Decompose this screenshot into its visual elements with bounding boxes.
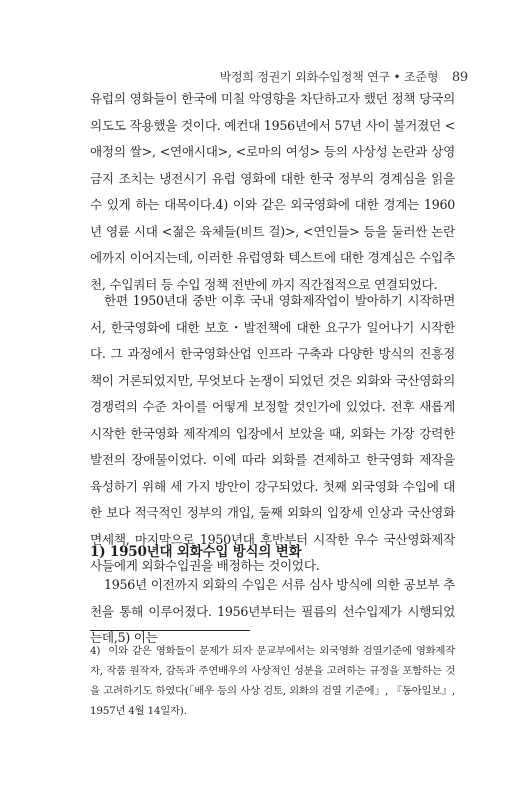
- paragraph-1-block: [90, 86, 455, 298]
- paragraph-2: 한편 1950년대 중반 이후 국내 영화제작업이 발아하기 시작하면서, 한국영화에 대한 보호・발전책에 대한 요구가 일어나기 시작한다. 그 과정에서 한국영화산업 인프라 구축과 다양한 방식의 진흥정책이 거론되었지만, 무엇보다 논쟁이 되었던 것은 외화와 국산영화의 경쟁력의 수준 차이를 어떻게 보정할 것인가에 있었다. 전후 새롭게 시작한 한국영화 제작계의 입장에서 보았을 때, 외화는 가장 강력한 발전의 장애물이었다. 이에 따라 외화를 견제하고 한국영화 제작을 육성하기 위해 세 가지 방안이 강구되었다. 첫째 외국영화 수입에 대한 보다 적극적인 정부의 개입, 둘째 외화의 입장세 인상과 국산영화 면세책, 마지막으로 1950년대 후반부터 시작한 우수 국산영화제작사들에게 외화수입권을 배정하는 것이었다.: [90, 293, 455, 573]
- footnote-number: 4): [90, 645, 101, 657]
- paragraph-2-block: [90, 288, 455, 580]
- footnote-divider: [90, 630, 250, 631]
- paragraph-3-block: [90, 572, 455, 652]
- footnote-text: 이와 같은 영화들이 문제가 되자 문교부에서는 외국영화 검열기준에 영화제작자, 작품 원작자, 감독과 주연배우의 사상적인 성분을 고려하는 규정을 포함하는 것을 고려하기도 하였다(「배우 등의 사상 검토, 외화의 검열 기준에」, 『동아일보』, 1957년 4월 14일자).: [90, 645, 455, 717]
- page-number: 89: [451, 70, 468, 85]
- paragraph-3: 1956년 이전까지 외화의 수입은 서류 심사 방식에 의한 공보부 추천을 통해 이루어졌다. 1956년부터는 필름의 선수입제가 시행되었는데,5) 이는: [90, 577, 455, 645]
- running-header: [220, 68, 468, 85]
- footnote-4: [90, 641, 455, 721]
- running-title: 박정희 정권기 외화수입정책 연구 • 조준형: [219, 70, 439, 84]
- section-title: 1) 1950년대 외화수입 방식의 변화: [90, 544, 302, 560]
- paragraph-1: 유럽의 영화들이 한국에 미칠 악영향을 차단하고자 했던 정책 당국의 의도도 작용했을 것이다. 예컨대 1956년에서 57년 사이 불거졌던 <애정의 쌀>, <연애시대>, <로마의 여성> 등의 사상성 논란과 상영금지 조치는 냉전시기 유럽 영화에 대한 한국 정부의 경계심을 읽을 수 있게 하는 대목이다.4) 이와 같은 외국영화에 대한 경계는 1960년 영륜 시대 <젊은 육체들(비트 걸)>, <연인들> 등을 둘러싼 논란에까지 이어지는데, 이러한 유럽영화 텍스트에 대한 경계심은 수입추천, 수입쿼터 등 수입 정책 전반에 까지 직간접적으로 연결되었다.: [90, 91, 456, 292]
